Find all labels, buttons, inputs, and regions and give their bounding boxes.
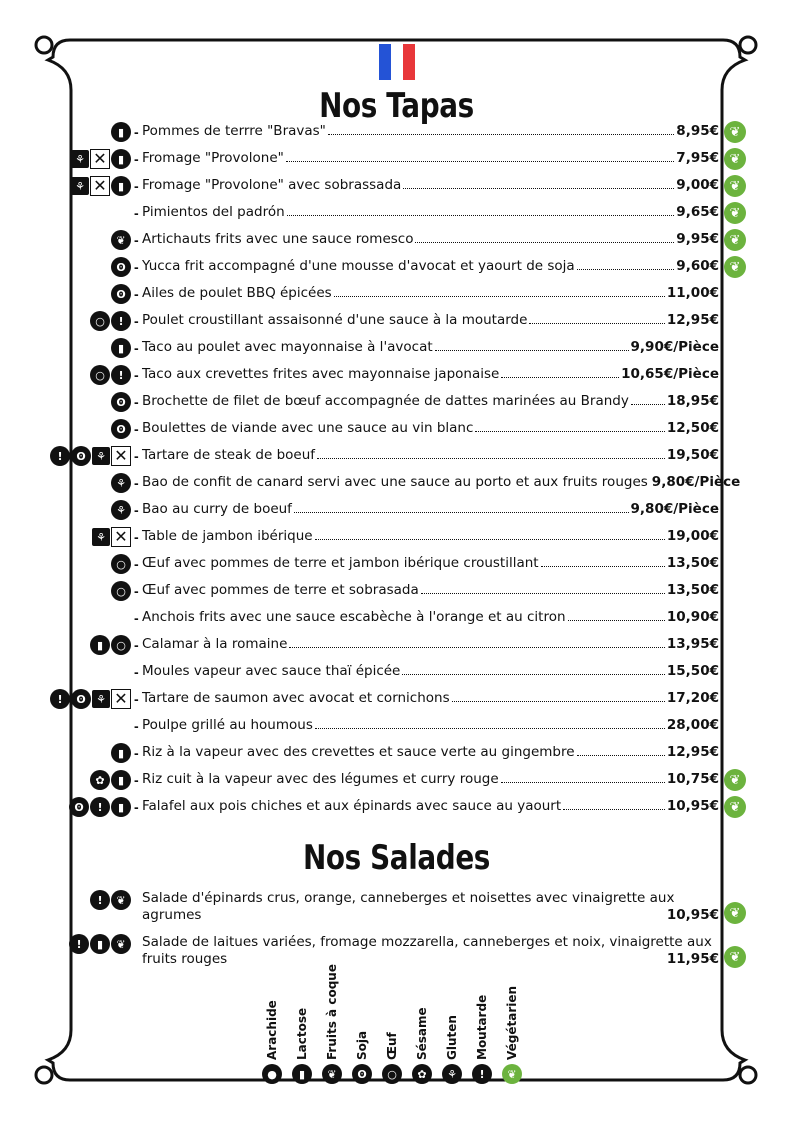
lactose-icon: ▮: [111, 770, 131, 790]
bullet-dash: -: [134, 259, 139, 275]
menu-item: [0, 308, 793, 334]
soja-icon: ʘ: [69, 797, 89, 817]
menu-item: [0, 713, 793, 739]
tapas-title: Nos Tapas: [319, 86, 474, 126]
bullet-dash: -: [134, 664, 139, 680]
allergen-icons: [111, 257, 131, 277]
menu-item-price: 12,95€: [666, 744, 719, 760]
menu-item-price: 28,00€: [666, 717, 719, 733]
menu-item-line: [142, 555, 719, 571]
menu-item: [0, 605, 793, 631]
bullet-dash: -: [134, 205, 139, 221]
legend-label: Sésame: [415, 1007, 429, 1060]
bullet-dash: -: [134, 718, 139, 734]
bullet-dash: -: [134, 286, 139, 302]
bullet-dash: -: [134, 367, 139, 383]
leader-dots: [577, 268, 675, 270]
bullet-dash: -: [134, 745, 139, 761]
menu-item-price: 15,50€: [666, 663, 719, 679]
allergen-icons: [71, 176, 131, 196]
lactose-icon: ▮: [292, 1064, 312, 1084]
menu-item-line: [142, 528, 719, 544]
gluten-sq-icon: ⚘: [92, 447, 110, 465]
leader-dots: [421, 592, 665, 594]
menu-item-name: Bao de confit de canard servi avec une sauce au porto et aux fruits rouges: [142, 474, 648, 490]
menu-item-price: 12,95€: [666, 312, 719, 328]
fruits-a-coque-icon: ❦: [111, 890, 131, 910]
salad-price: 10,95€: [666, 907, 719, 923]
allergen-icons: [50, 689, 131, 709]
salad-item: [0, 932, 793, 972]
legend-label: Gluten: [445, 1015, 459, 1060]
soja-icon: ʘ: [111, 419, 131, 439]
menu-item-price: 10,95€: [666, 798, 719, 814]
menu-item-line: [142, 258, 719, 274]
cross-icon: ✕: [90, 149, 110, 169]
menu-item-name: Pimientos del padrón: [142, 204, 285, 220]
menu-item-line: [142, 474, 741, 490]
fruits-a-coque-icon: ❦: [111, 230, 131, 250]
menu-item: [0, 227, 793, 253]
bullet-dash: -: [134, 421, 139, 437]
soja-icon: ʘ: [71, 446, 91, 466]
bullet-dash: -: [134, 448, 139, 464]
legend-entry: [472, 990, 492, 1084]
moutarde-icon: ǃ: [472, 1064, 492, 1084]
menu-item: [0, 740, 793, 766]
menu-item-name: Moules vapeur avec sauce thaï épicée: [142, 663, 401, 679]
menu-item: [0, 497, 793, 523]
legend-label: Soja: [355, 1030, 369, 1060]
leader-dots: [568, 619, 665, 621]
bullet-dash: -: [134, 610, 139, 626]
menu-item-name: Bao au curry de boeuf: [142, 501, 292, 517]
menu-item-line: [142, 717, 719, 733]
oeuf-icon: ○: [382, 1064, 402, 1084]
allergen-icons: [50, 446, 131, 466]
bullet-dash: -: [134, 151, 139, 167]
menu-item-line: [142, 447, 719, 463]
menu-item-price: 19,00€: [666, 528, 719, 544]
legend-entry: [262, 990, 282, 1084]
leader-dots: [631, 403, 665, 405]
salad-name: Salade d'épinards crus, orange, canneberges et noisettes avec vinaigrette aux agrumes: [142, 890, 675, 923]
menu-item-price: 13,50€: [666, 582, 719, 598]
cross-icon: ✕: [111, 527, 131, 547]
menu-item-line: [142, 771, 719, 787]
leader-dots: [475, 430, 664, 432]
menu-item: [0, 389, 793, 415]
lactose-icon: ▮: [90, 934, 110, 954]
menu-item-line: [142, 366, 719, 382]
gluten-sq-icon: ⚘: [92, 690, 110, 708]
allergen-icons: [90, 770, 131, 790]
menu-item-line: [142, 663, 719, 679]
menu-item: [0, 524, 793, 550]
menu-item-line: [142, 798, 719, 814]
moutarde-icon: ǃ: [50, 446, 70, 466]
menu-item: [0, 281, 793, 307]
allergen-icons: [69, 934, 131, 954]
leader-dots: [328, 133, 674, 135]
bullet-dash: -: [134, 502, 139, 518]
vegetarian-icon: ❦: [724, 121, 746, 143]
menu-item-price: 7,95€: [676, 150, 719, 166]
vegetarian-icon: ❦: [724, 902, 746, 924]
salad-price: 11,95€: [666, 951, 719, 967]
menu-item-price: 12,50€: [666, 420, 719, 436]
allergen-icons: [111, 743, 131, 763]
gluten-icon: ⚘: [111, 500, 131, 520]
allergen-icons: [111, 338, 131, 358]
vegetarian-icon: ❦: [724, 229, 746, 251]
menu-item-name: Falafel aux pois chiches et aux épinards avec sauce au yaourt: [142, 798, 562, 814]
bullet-dash: -: [134, 178, 139, 194]
menu-item-price: 10,65€/Pièce: [621, 366, 719, 382]
bullet-dash: -: [134, 313, 139, 329]
legend-label: Moutarde: [475, 994, 489, 1060]
menu-item-name: Anchois frits avec une sauce escabèche à l'orange et au citron: [142, 609, 566, 625]
menu-item: [0, 200, 793, 226]
leader-dots: [294, 511, 629, 513]
menu-item-price: 13,95€: [666, 636, 719, 652]
bullet-dash: -: [134, 475, 139, 491]
menu-item-name: Brochette de filet de bœuf accompagnée de dattes marinées au Brandy: [142, 393, 629, 409]
allergen-icons: [111, 230, 131, 250]
menu-item-name: Pommes de terrre "Bravas": [142, 123, 326, 139]
menu-item-name: Taco aux crevettes frites avec mayonnaise japonaise: [142, 366, 500, 382]
allergen-icons: [111, 392, 131, 412]
bullet-dash: -: [134, 583, 139, 599]
gluten-sq-icon: ⚘: [92, 528, 110, 546]
menu-item-price: 10,90€: [666, 609, 719, 625]
menu-item-line: [142, 690, 719, 706]
allergen-icons: [111, 284, 131, 304]
legend-label: Œuf: [385, 1032, 399, 1060]
legend-entry: [442, 990, 462, 1084]
menu-item-line: [142, 636, 719, 652]
french-flag-icon: [379, 44, 415, 80]
bullet-dash: -: [134, 232, 139, 248]
soja-icon: ʘ: [111, 284, 131, 304]
salads-title: Nos Salades: [302, 838, 491, 878]
menu-item: [0, 551, 793, 577]
moutarde-icon: ǃ: [90, 797, 110, 817]
menu-item-name: Poulet croustillant assaisonné d'une sauce à la moutarde: [142, 312, 528, 328]
menu-item-price: 9,80€/Pièce: [651, 474, 741, 490]
menu-item-name: Œuf avec pommes de terre et jambon ibérique croustillant: [142, 555, 539, 571]
lactose-icon: ▮: [111, 176, 131, 196]
sesame-icon: ✿: [90, 770, 110, 790]
vegetarian-icon: ❦: [724, 256, 746, 278]
menu-item-line: [142, 501, 719, 517]
vegetarian-icon: ❦: [724, 769, 746, 791]
menu-item-name: Boulettes de viande avec une sauce au vin blanc: [142, 420, 474, 436]
menu-item: [0, 767, 793, 793]
menu-item-name: Œuf avec pommes de terre et sobrasada: [142, 582, 419, 598]
menu-item-line: [142, 339, 719, 355]
moutarde-icon: ǃ: [69, 934, 89, 954]
vegetarian-icon: ❦: [724, 175, 746, 197]
leader-dots: [563, 808, 665, 810]
lactose-icon: ▮: [90, 635, 110, 655]
menu-item: [0, 686, 793, 712]
cross-icon: ✕: [111, 689, 131, 709]
soja-icon: ʘ: [352, 1064, 372, 1084]
menu-item-name: Fromage "Provolone" avec sobrassada: [142, 177, 402, 193]
menu-item-name: Artichauts frits avec une sauce romesco: [142, 231, 414, 247]
menu-item-name: Tartare de saumon avec avocat et cornichons: [142, 690, 450, 706]
gluten-icon: ⚘: [442, 1064, 462, 1084]
bullet-dash: -: [134, 556, 139, 572]
soja-icon: ʘ: [111, 392, 131, 412]
allergen-icons: [90, 635, 131, 655]
menu-item: [0, 470, 793, 496]
menu-item: [0, 794, 793, 820]
leader-dots: [452, 700, 665, 702]
leader-dots: [501, 376, 619, 378]
menu-item: [0, 362, 793, 388]
leader-dots: [415, 241, 674, 243]
moutarde-icon: ǃ: [90, 890, 110, 910]
leader-dots: [402, 673, 665, 675]
legend-entry: [412, 990, 432, 1084]
vegetarien-icon: ❦: [502, 1064, 522, 1084]
vegetarian-icon: ❦: [724, 946, 746, 968]
allergen-icons: [111, 473, 131, 493]
menu-item-line: [142, 393, 719, 409]
menu-item-name: Table de jambon ibérique: [142, 528, 313, 544]
allergen-legend: [262, 964, 522, 1084]
leader-dots: [541, 565, 665, 567]
allergen-icons: [69, 797, 131, 817]
menu-item-name: Poulpe grillé au houmous: [142, 717, 313, 733]
leader-dots: [435, 349, 629, 351]
legend-label: Lactose: [295, 1007, 309, 1060]
menu-item-line: [142, 123, 719, 139]
leader-dots: [289, 646, 664, 648]
menu-item-line: [142, 150, 719, 166]
bullet-dash: -: [134, 772, 139, 788]
menu-item-line: [142, 177, 719, 193]
salad-item: [0, 888, 793, 928]
leader-dots: [403, 187, 674, 189]
menu-item: [0, 416, 793, 442]
bullet-dash: -: [134, 124, 139, 140]
menu-item-price: 11,00€: [666, 285, 719, 301]
menu-item-name: Riz à la vapeur avec des crevettes et sauce verte au gingembre: [142, 744, 575, 760]
menu-item-name: Taco au poulet avec mayonnaise à l'avocat: [142, 339, 433, 355]
leader-dots: [315, 538, 665, 540]
allergen-icons: [92, 527, 131, 547]
moutarde-icon: ǃ: [111, 365, 131, 385]
menu-item-name: Calamar à la romaine: [142, 636, 288, 652]
fruits-a-coque-icon: ❦: [111, 934, 131, 954]
salad-text: [142, 934, 719, 968]
legend-label: Arachide: [265, 1000, 279, 1060]
cross-icon: ✕: [90, 176, 110, 196]
gluten-icon: ⚘: [111, 473, 131, 493]
menu-item-line: [142, 744, 719, 760]
leader-dots: [501, 781, 665, 783]
menu-item-price: 17,20€: [666, 690, 719, 706]
allergen-icons: [90, 365, 131, 385]
allergen-icons: [90, 311, 131, 331]
bullet-dash: -: [134, 394, 139, 410]
bullet-dash: -: [134, 637, 139, 653]
legend-label: Fruits à coque: [325, 964, 339, 1060]
leader-dots: [577, 754, 665, 756]
bullet-dash: -: [134, 529, 139, 545]
bullet-dash: -: [134, 799, 139, 815]
lactose-icon: ▮: [111, 338, 131, 358]
leader-dots: [317, 457, 665, 459]
leader-dots: [315, 727, 665, 729]
menu-item-price: 8,95€: [676, 123, 719, 139]
menu-item-name: Ailes de poulet BBQ épicées: [142, 285, 332, 301]
allergen-icons: [111, 500, 131, 520]
moutarde-icon: ǃ: [111, 311, 131, 331]
menu-item: [0, 632, 793, 658]
menu-item-line: [142, 582, 719, 598]
soja-icon: ʘ: [111, 257, 131, 277]
oeuf-icon: ○: [111, 635, 131, 655]
menu-item-line: [142, 204, 719, 220]
oeuf-icon: ○: [111, 554, 131, 574]
leader-dots: [334, 295, 665, 297]
leader-dots: [286, 160, 674, 162]
allergen-icons: [111, 122, 131, 142]
menu-item-price: 9,00€: [676, 177, 719, 193]
oeuf-icon: ○: [111, 581, 131, 601]
vegetarian-icon: ❦: [724, 148, 746, 170]
menu-item-line: [142, 312, 719, 328]
bullet-dash: -: [134, 691, 139, 707]
menu-item-name: Riz cuit à la vapeur avec des légumes et curry rouge: [142, 771, 499, 787]
menu-item: [0, 173, 793, 199]
gluten-sq-icon: ⚘: [71, 150, 89, 168]
lactose-icon: ▮: [111, 122, 131, 142]
salad-name: Salade de laitues variées, fromage mozzarella, canneberges et noix, vinaigrette aux fruits rouges: [142, 934, 712, 967]
cross-icon: ✕: [111, 446, 131, 466]
oeuf-icon: ○: [90, 365, 110, 385]
menu-item-price: 19,50€: [666, 447, 719, 463]
menu-item: [0, 443, 793, 469]
allergen-icons: [111, 581, 131, 601]
legend-entry: [502, 985, 522, 1084]
menu-item: [0, 578, 793, 604]
allergen-icons: [90, 890, 131, 910]
arachide-icon: ●: [262, 1064, 282, 1084]
bullet-dash: -: [134, 340, 139, 356]
moutarde-icon: ǃ: [50, 689, 70, 709]
menu-item-line: [142, 420, 719, 436]
legend-entry: [292, 990, 312, 1084]
menu-item: [0, 146, 793, 172]
menu-item-name: Fromage "Provolone": [142, 150, 284, 166]
legend-label: Végétarien: [505, 985, 519, 1060]
menu-item: [0, 659, 793, 685]
menu-item-price: 9,90€/Pièce: [630, 339, 719, 355]
oeuf-icon: ○: [90, 311, 110, 331]
menu-item-price: 9,95€: [676, 231, 719, 247]
allergen-icons: [111, 554, 131, 574]
menu-item-line: [142, 285, 719, 301]
gluten-sq-icon: ⚘: [71, 177, 89, 195]
lactose-icon: ▮: [111, 797, 131, 817]
menu-item-name: Yucca frit accompagné d'une mousse d'avocat et yaourt de soja: [142, 258, 575, 274]
menu-item-price: 9,80€/Pièce: [630, 501, 719, 517]
lactose-icon: ▮: [111, 743, 131, 763]
menu-item-price: 9,65€: [676, 204, 719, 220]
menu-item-price: 18,95€: [666, 393, 719, 409]
lactose-icon: ▮: [111, 149, 131, 169]
vegetarian-icon: ❦: [724, 796, 746, 818]
legend-entry: [352, 990, 372, 1084]
menu-item-name: Tartare de steak de boeuf: [142, 447, 316, 463]
salad-text: [142, 890, 719, 924]
allergen-icons: [111, 419, 131, 439]
vegetarian-icon: ❦: [724, 202, 746, 224]
menu-item-line: [142, 609, 719, 625]
menu-item-price: 9,60€: [676, 258, 719, 274]
leader-dots: [529, 322, 664, 324]
menu-item-price: 10,75€: [666, 771, 719, 787]
menu-item: [0, 254, 793, 280]
leader-dots: [287, 214, 675, 216]
menu-item: [0, 119, 793, 145]
menu-item-price: 13,50€: [666, 555, 719, 571]
sesame-icon: ✿: [412, 1064, 432, 1084]
fruits-a-coque-icon: ❦: [322, 1064, 342, 1084]
menu-item: [0, 335, 793, 361]
soja-icon: ʘ: [71, 689, 91, 709]
legend-entry: [382, 990, 402, 1084]
menu-item-line: [142, 231, 719, 247]
legend-entry: [322, 964, 342, 1084]
allergen-icons: [71, 149, 131, 169]
